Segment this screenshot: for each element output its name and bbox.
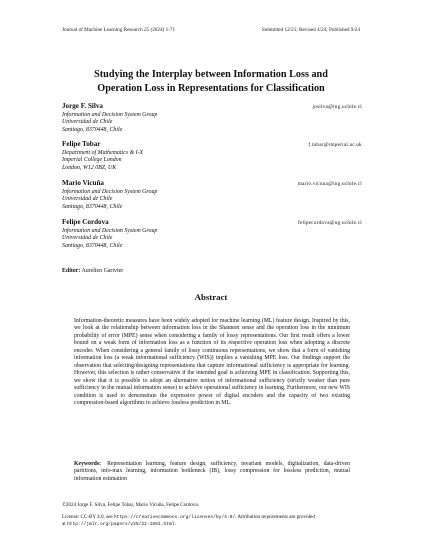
affiliation-line: Information and Decision System Group [62,188,158,195]
author-name: Mario Vicuña [62,179,104,187]
editor-label: Editor: [62,268,81,274]
author-block [62,103,362,134]
author-email[interactable]: josilva@ing.uchile.cl [312,104,362,110]
keywords-text: Representation learning, feature design, sufficiency, invariant models, digitalization, data-driven partitions, info-max learning, information bottleneck (IB), lossy compression for lossless prediction, mutual information estimation [74,461,350,482]
paper-url-link[interactable]: http://jmlr.org/papers/v25/21-1561.html [66,521,175,527]
journal-citation: Journal of Machine Learning Research 25 (2024) 1-71 [62,27,176,33]
abstract-heading: Abstract [194,292,228,302]
license-text-tail: . Attribution requirements are provided [235,514,315,520]
abstract-text: Information-theoretic measures have been widely adopted for machine learning (ML) feature design. Inspired by this, we look at the relationship between information loss in the Shannon sense and the operation loss in the minimum probability of error (MPE) sense when considering a family of lossy representations. Our first result offers a lower bound on a weak form of information loss as a function of its respective operation loss when adopting a discrete encoder. When considering a general family of lossy continuous representations, we show that a form of vanishing information loss (a weak informational sufficiency (WIS)) implies a vanishing MPE loss. Our findings support the observation that selecting/designing representations that capture informational sufficiency is appropriate for learning. However, this selection is rather conservative if the intended goal is achieving MPE in classification. Supporting this, we show that it is possible to adopt an alternative notion of informational sufficiency (strictly weaker than pure sufficiency in the mutual information sense) to achieve operational sufficiency in learning. Furthermore, our new WIS condition is used to demonstrate the expressive power of digital encoders and the capacity of two existing compression-based algorithms to achieve lossless prediction in ML. [74,318,350,406]
copyright-line: ©2024 Jorge F. Silva, Felipe Tobar, Mario Vicuña, Felipe Cordova. [62,502,199,508]
author-block [62,219,362,250]
paper-url-suffix: . [174,520,176,527]
submission-dates: Submitted 12/21; Revised 4/24; Published 9/24 [261,27,360,33]
affiliation-line: Universidad de Chile [62,196,113,203]
keywords-paragraph [74,461,350,483]
author-email[interactable]: f.tobar@imperial.ac.uk [308,142,362,148]
license-text: License: CC-BY 4.0, see [62,514,114,520]
title-line: Operation Loss in Representations for Classification [97,82,325,94]
author-name: Felipe Tobar [62,140,101,148]
affiliation-line: Information and Decision System Group [62,111,158,118]
author-name: Jorge F. Silva [62,102,103,110]
affiliation-line: Imperial College London [62,157,122,164]
paper-url-prefix: at [62,520,67,527]
paper-url-line [62,521,362,528]
author-name: Felipe Cordova [62,218,109,226]
affiliation-line: Universidad de Chile [62,235,113,242]
license-link[interactable]: https://creativecommons.org/licenses/by/4.0/ [113,515,236,520]
running-header [62,27,360,33]
affiliation-line: Universidad de Chile [62,119,113,126]
author-block [62,141,362,172]
author-email[interactable]: mario.vicuna@ing.uchile.cl [297,181,362,187]
title-line: Studying the Interplay between Information Loss and [94,69,328,80]
author-email[interactable]: felipecordova@ug.uchile.cl [298,220,362,226]
paper-title [60,68,362,95]
author-block [62,180,362,211]
affiliation-line: Santiago, 8370448, Chile [62,126,123,133]
affiliation-line: Information and Decision System Group [62,227,158,234]
affiliation-line: Santiago, 8370448, Chile [62,242,123,249]
keywords-label: Keywords: [74,461,102,467]
affiliation-line: Santiago, 8370448, Chile [62,203,123,210]
affiliation-line: London, W12 0BZ, UK [62,164,117,171]
affiliation-line: Department of Mathematics & I-X [62,149,144,156]
editor-line [62,268,123,274]
editor-name: Aurelien Garivier [81,268,124,274]
